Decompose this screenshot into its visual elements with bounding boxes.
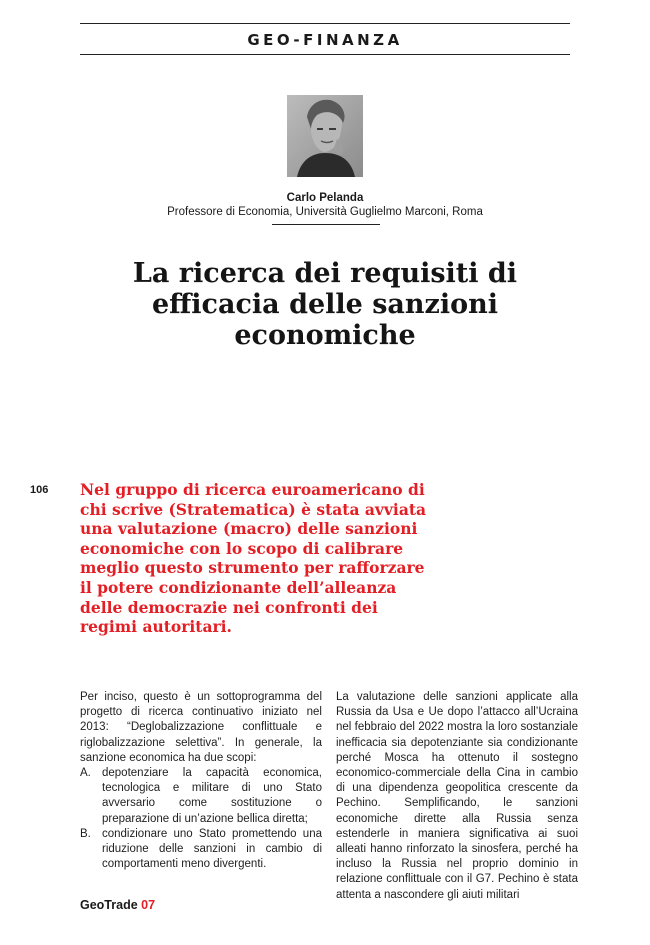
list-marker: B. — [80, 827, 91, 840]
body-paragraph: La valutazione delle sanzioni applicate alla Russia da Usa e Ue dopo l’attacco all’Ucraina nel febbraio del 2022 mostra la loro sostanziale inefficacia sia depotenziante sia condizionante perché Mosca ha ottenuto il sostegno economico-commerciale della Cina in cambio di una dipendenza geopolitica crescente da Pechino. Semplificando, le sanzioni economiche dirette alla Russia senza estenderle in maniera significativa ai suoi alleati hanno rinforzato la sinosfera, perché ha incluso la Russia nel proprio dominio in relazione conflittuale con il G7. Pechino è stata attenta a nascondere gli aiuti militari — [336, 691, 578, 901]
list-item-text: condizionare uno Stato promettendo una riduzione delle sanzioni in cambio di comportamenti meno divergenti. — [102, 827, 322, 871]
issue-number: 07 — [141, 898, 156, 912]
list-item — [80, 766, 322, 827]
magazine-name: GeoTrade — [80, 898, 138, 912]
page-number: 106 — [30, 484, 49, 496]
list-item — [80, 827, 322, 873]
section-title: GEO-FINANZA — [247, 31, 403, 49]
header-bottom-rule — [80, 54, 570, 55]
header-top-rule — [80, 23, 570, 24]
body-column-right — [336, 690, 578, 901]
author-divider — [272, 224, 380, 225]
body-paragraph: Per inciso, questo è un sottoprogramma del progetto di ricerca continuativo iniziato nel 2013: “Deglobalizzazione conflittuale e riglobalizzazione selettiva”. In generale, la sanzione economica ha due scopi: — [80, 691, 322, 764]
body-column-left — [80, 690, 322, 872]
list-item-text: depotenziare la capacità economica, tecnologica e militare di uno Stato avversario come sostituzione o preparazione di un’azione bellica diretta; — [102, 767, 322, 825]
author-name: Carlo Pelanda — [286, 192, 364, 204]
list-marker: A. — [80, 767, 91, 780]
author-affiliation: Professore di Economia, Università Guglielmo Marconi, Roma — [167, 206, 483, 218]
aims-list — [80, 766, 322, 872]
author-photo — [287, 95, 363, 177]
article-lead: Nel gruppo di ricerca euroamericano di chi scrive (Stratematica) è stata avviata una valutazione (macro) delle sanzioni economiche con lo scopo di calibrare meglio questo strumento per rafforzare il potere condizionante dell’alleanza delle democrazie nei confronti dei regimi autoritari. — [80, 480, 427, 637]
footer-brand — [80, 898, 155, 912]
article-title: La ricerca dei requisiti di efficacia delle sanzioni economiche — [132, 258, 518, 351]
